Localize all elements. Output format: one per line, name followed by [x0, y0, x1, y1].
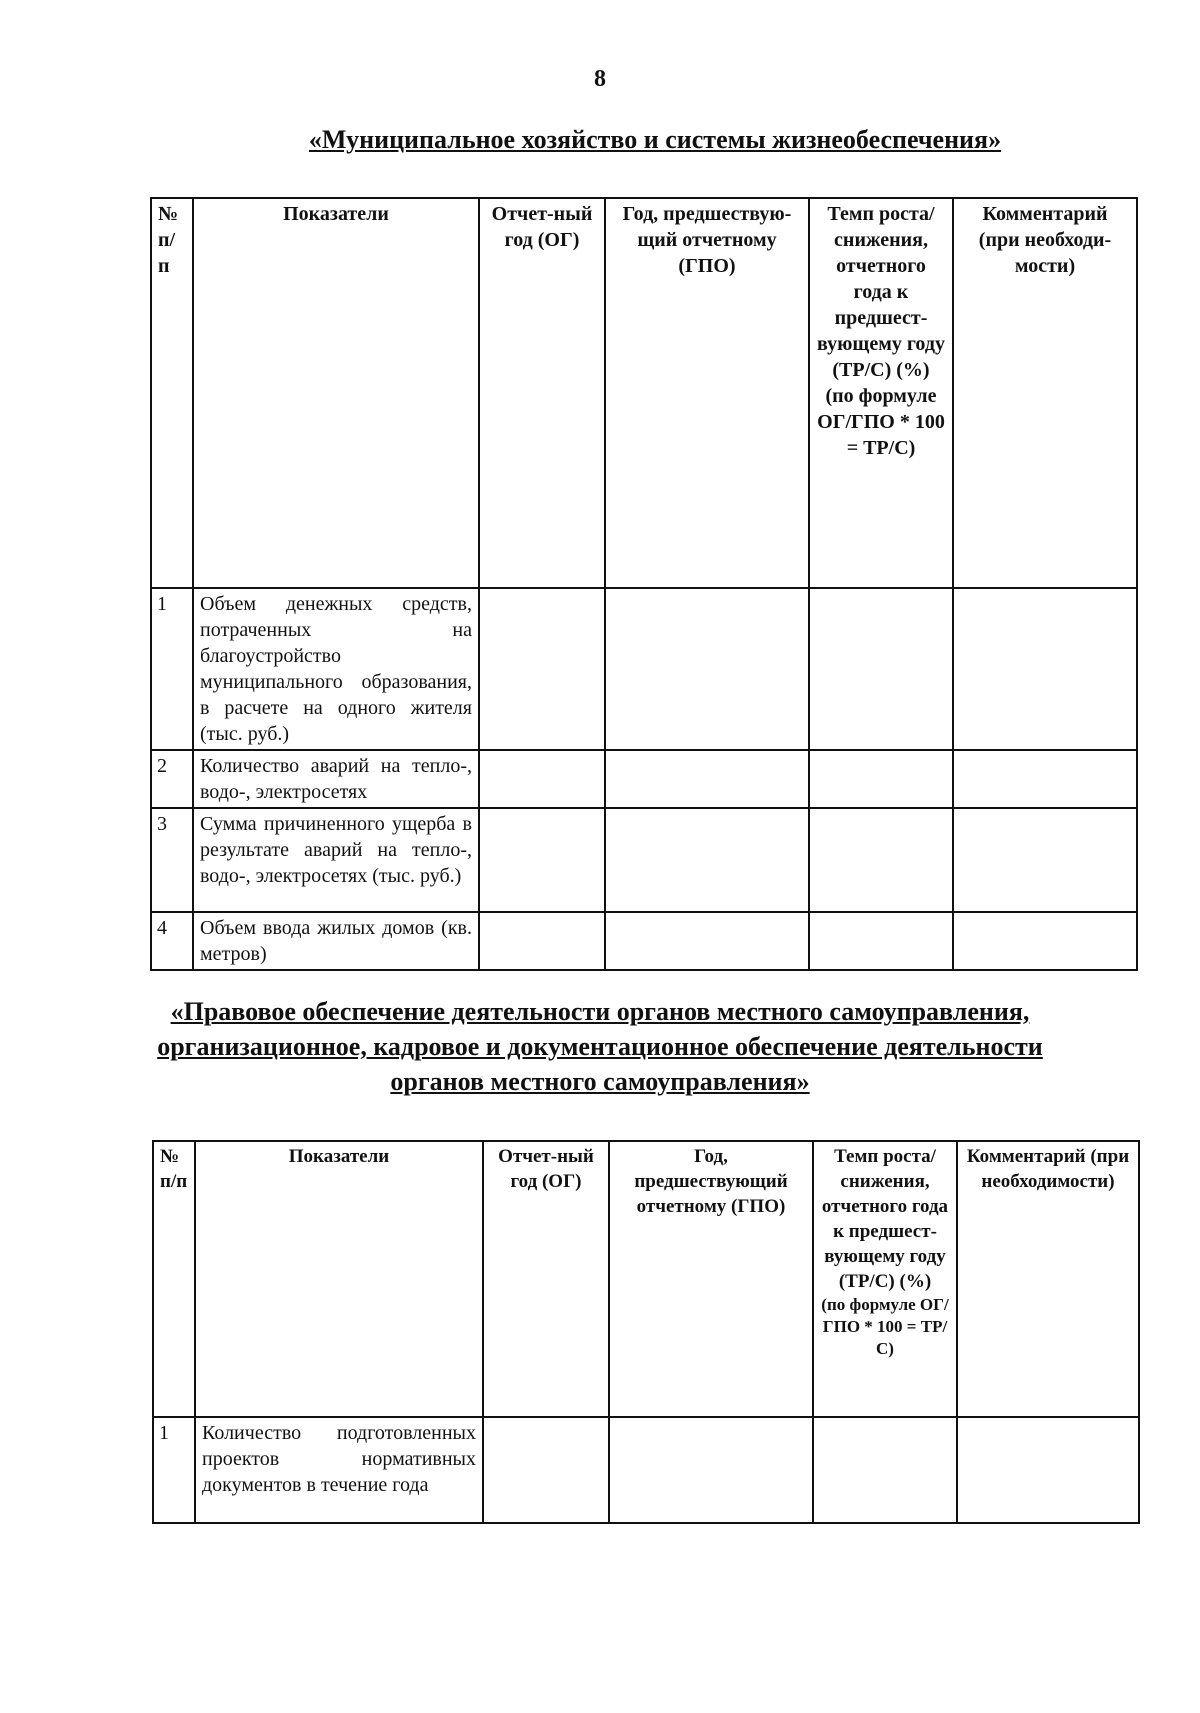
cell-reporting-year: [479, 588, 605, 750]
row-number: 1: [153, 1417, 195, 1523]
indicators-table-municipal-economy: [150, 197, 1138, 971]
table-row: [151, 588, 1137, 750]
header-indicator: Показатели: [193, 198, 479, 588]
table-row: [151, 750, 1137, 808]
cell-growth-rate: [813, 1417, 957, 1523]
cell-previous-year: [609, 1417, 813, 1523]
table-row: [153, 1417, 1139, 1523]
header-growth-rate-formula: (по формуле ОГ/ГПО * 100 = ТР/С): [821, 1295, 949, 1358]
section-title-legal-support: [0, 994, 1200, 1099]
header-previous-year: Год, предшествующий отчетному (ГПО): [609, 1141, 813, 1417]
table-header-row: [151, 198, 1137, 588]
row-number: 2: [151, 750, 193, 808]
header-growth-rate: [813, 1141, 957, 1417]
section-title-line: «Правовое обеспечение деятельности органов местного самоуправления,: [170, 997, 1030, 1026]
cell-comment: [953, 912, 1137, 970]
table-row: [151, 912, 1137, 970]
cell-reporting-year: [483, 1417, 609, 1523]
row-number: 3: [151, 808, 193, 912]
page-number: 8: [594, 66, 606, 92]
cell-previous-year: [605, 588, 809, 750]
cell-growth-rate: [809, 588, 953, 750]
cell-comment: [953, 588, 1137, 750]
cell-reporting-year: [479, 808, 605, 912]
row-indicator: Сумма причиненного ущерба в результате аварий на тепло-, водо-, электросетях (тыс. руб.): [193, 808, 479, 912]
section-title-municipal-economy: «Муниципальное хозяйство и системы жизнеобеспечения»: [308, 125, 1002, 154]
row-indicator: Объем денежных средств, потраченных на благоустройство муниципального образования, в расчете на одного жителя (тыс. руб.): [193, 588, 479, 750]
section-title-line: органов местного самоуправления»: [390, 1067, 810, 1096]
cell-previous-year: [605, 912, 809, 970]
cell-comment: [953, 808, 1137, 912]
header-reporting-year: Отчет-ный год (ОГ): [483, 1141, 609, 1417]
header-comment: Комментарий (при необходи-мости): [953, 198, 1137, 588]
section-title-line: организационное, кадровое и документационное обеспечение деятельности: [157, 1032, 1043, 1061]
cell-growth-rate: [809, 750, 953, 808]
cell-reporting-year: [479, 912, 605, 970]
cell-previous-year: [605, 750, 809, 808]
row-indicator: Количество подготовленных проектов нормативных документов в течение года: [195, 1417, 483, 1523]
header-previous-year: Год, предшествую-щий отчетному (ГПО): [605, 198, 809, 588]
cell-reporting-year: [479, 750, 605, 808]
header-number: № п/ п: [151, 198, 193, 588]
header-reporting-year: Отчет-ный год (ОГ): [479, 198, 605, 588]
header-indicator: Показатели: [195, 1141, 483, 1417]
cell-growth-rate: [809, 912, 953, 970]
row-indicator: Объем ввода жилых домов (кв. метров): [193, 912, 479, 970]
row-number: 4: [151, 912, 193, 970]
table-header-row: [153, 1141, 1139, 1417]
row-number: 1: [151, 588, 193, 750]
cell-comment: [957, 1417, 1139, 1523]
cell-comment: [953, 750, 1137, 808]
header-growth-rate-main: Темп роста/ снижения, отчетного года к предшест-вующему году (ТР/С) (%): [821, 1146, 949, 1292]
table-row: [151, 808, 1137, 912]
row-indicator: Количество аварий на тепло-, водо-, электросетях: [193, 750, 479, 808]
cell-growth-rate: [809, 808, 953, 912]
cell-previous-year: [605, 808, 809, 912]
header-growth-rate: Темп роста/ снижения, отчетного года к предшест-вующему году (ТР/С) (%) (по формуле ОГ/ГПО * 100 = ТР/С): [809, 198, 953, 588]
header-comment: Комментарий (при необходимости): [957, 1141, 1139, 1417]
indicators-table-legal-support: [152, 1140, 1140, 1524]
header-number: № п/п: [153, 1141, 195, 1417]
